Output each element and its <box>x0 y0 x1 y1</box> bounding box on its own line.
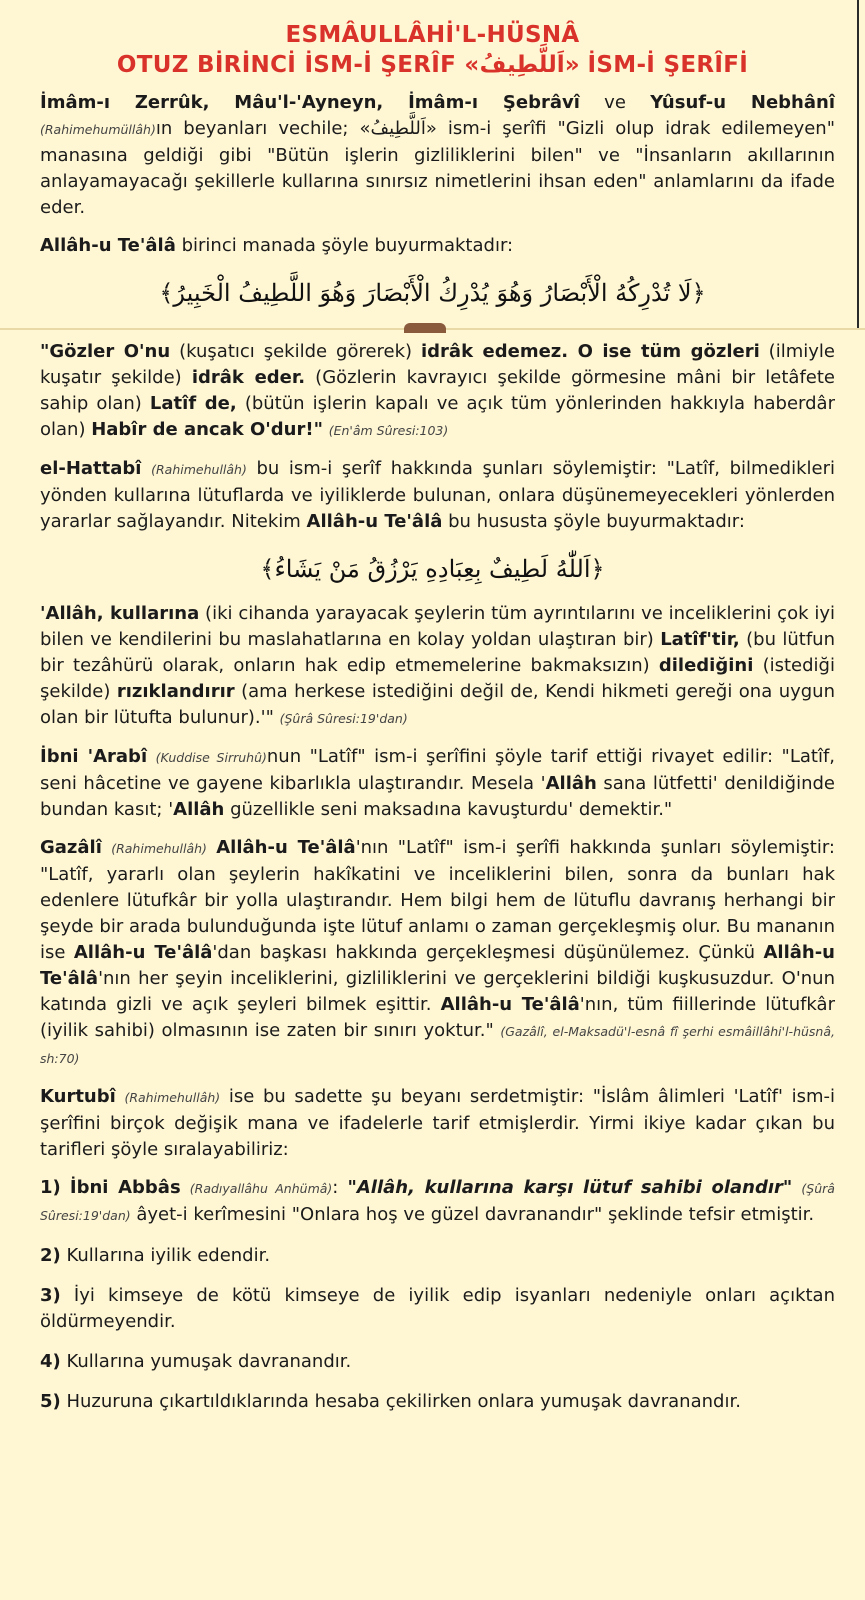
page-title: ESMÂULLÂHİ'L-HÜSNÂ <box>285 22 580 48</box>
list-item: 5) Huzuruna çıkartıldıklarında hesaba çekilirken onlara yumuşak davranandır. <box>40 1391 741 1412</box>
list-item: 3) İyi kimseye de kötü kimseye de iyilik edip isyanları nedeniyle onları açıktan öldürmeyendir. <box>40 1285 835 1332</box>
paragraph-ibni-arabi: İbni 'Arabî (Kuddise Sirruhû)nun "Latîf" ism-i şerîfini şöyle tarif ettiği rivayet edilir: "Latîf, seni hâcetine ve gayene kibarlıkla ulaştırandır. Mesela 'Allâh sana lütfetti' denildiğinde bundan kasıt; 'Allâh güzellikle seni maksadına kavuşturdu' demektir." <box>40 746 836 820</box>
paragraph-hattabi: el-Hattabî (Rahimehullâh) bu ism-i şerîf hakkında şunları söylemiştir: "Latîf, bilmedikleri yönden kullarına lütuflarda ve iyiliklerde bulunan, onlara düşünemeyecekleri yönlerden yararlar sağlayandır. Nitekim Allâh-u Te'âlâ bu hususta şöyle buyurmaktadır: <box>40 458 835 532</box>
list-item: 1) İbni Abbâs (Radıyallâhu Anhümâ): "Allâh, kullarına karşı lütuf sahibi olandır" (Şûrâ Sûresi:19'dan) âyet-i kerîmesini "Onlara hoş ve güzel davranandır" şeklinde tefsir etmiştir. <box>40 1177 835 1225</box>
ayah-verse-2: ﴿اَللّٰهُ لَطِيفٌ بِعِبَادِهِ يَرْزُقُ مَنْ يَشَاءُ﴾ <box>260 555 605 583</box>
verse-translation: "Gözler O'nu (kuşatıcı şekilde görerek) idrâk edemez. O ise tüm gözleri (ilmiyle kuşatır şekilde) idrâk eder. (Gözlerin kavrayıcı şekilde görmesine mâni bir letâfete sahip olan) Latîf de, (bütün işlerin kapalı ve açık tüm yönlerinden hakkıyla haberdâr olan) Habîr de ancak O'dur!" (En'âm Sûresi:103) <box>40 341 835 440</box>
intro-paragraph: İmâm-ı Zerrûk, Mâu'l-'Ayneyn, İmâm-ı Şebrâvî ve Yûsuf-u Nebhânî (Rahimehumüllâh)ın beyanları vechile; «اَللَّطِيفُ» ism-i şerîfi "Gizli olup idrak edilemeyen" manasına geldiği gibi "Bütün işlerin gizliliklerini bilen" ve "İnsanların akıllarının anlayamayacağı şekillerle kullarına sınırsız nimetlerini ihsan eden" anlamlarını da ifade eder. <box>40 92 835 218</box>
binder-clip <box>404 323 446 333</box>
scholar-names: İmâm-ı Zerrûk, Mâu'l-'Ayneyn, İmâm-ı Şebrâvî <box>40 92 580 113</box>
paragraph-gazali: Gazâlî (Rahimehullâh) Allâh-u Te'âlâ'nın "Latîf" ism-i şerîfi hakkında şunları söylemiştir: "Latîf, yararlı olan şeylerin hakîkatini ve inceliklerini bilen, sonra da bunları hak edenlere lütufkâr bir yolla ulaştırandır. Hem bilgi hem de lütuflu davranış herhangi bir şeyde bir arada bulunduğunda işte lütuf anlamı o zaman gerçekleşmiş olur. Bu mananın ise Allâh-u Te'âlâ'dan başkası hakkında gerçekleşmesi düşünülemez. Çünkü Allâh-u Te'âlâ'nın her şeyin inceliklerini, gizliliklerini ve gerçeklerini bildiği kuşkusuzdur. O'nun katında gizli ve açık şeyleri bilmek eşittir. Allâh-u Te'âlâ'nın, tüm fiillerinde lütufkâr (iyilik sahibi) olmasının ise zaten bir sınırı yoktur." (Gazâlî, el-Maksadü'l-esnâ fî şerhi esmâillâhi'l-hüsnâ, sh:70) <box>40 837 836 1066</box>
source-citation: (Gazâlî, el-Maksadü'l-esnâ fî şerhi esmâillâhi'l-hüsnâ, sh:70) <box>40 1024 835 1066</box>
scholar-name: Yûsuf-u Nebhânî <box>650 92 835 113</box>
ayah-verse: ﴿لَا تُدْرِكُهُ الْأَبْصَارُ وَهُوَ يُدْرِكُ الْأَبْصَارَ وَهُوَ اللَّطِيفُ الْخَبِيرُ﴾ <box>159 279 706 307</box>
paragraph-first-meaning: Allâh-u Te'âlâ birinci manada şöyle buyurmaktadır: <box>40 235 514 256</box>
honorific-note: (Rahimehumüllâh) <box>40 122 156 137</box>
paragraph-kurtubi: Kurtubî (Rahimehullâh) ise bu sadette şu beyanı serdetmiştir: "İslâm âlimleri 'Latîf' ism-i şerîfini birçok değişik mana ve ifadelerle tarif etmişlerdir. Yirmi ikiye kadar çıkan bu tarifleri şöyle sıralayabiliriz: <box>40 1086 835 1160</box>
page-edge-line <box>857 0 859 330</box>
list-item: 4) Kullarına yumuşak davranandır. <box>40 1351 352 1372</box>
list-item: 2) Kullarına iyilik edendir. <box>40 1245 271 1266</box>
page-subtitle: OTUZ BİRİNCİ İSM-İ ŞERÎF «اَللَّطِيفُ» İSM-İ ŞERÎFİ <box>116 52 749 78</box>
source-citation: (Şûrâ Sûresi:19'dan) <box>279 711 408 726</box>
definition-list <box>30 1175 835 1415</box>
section-divider <box>0 325 865 333</box>
source-citation: (En'âm Sûresi:103) <box>328 423 449 438</box>
verse-translation-2: 'Allâh, kullarına (iki cihanda yarayacak şeylerin tüm ayrıntılarını ve inceliklerini çok iyi bilen ve kendilerini bu maslahatlarına en kolay yoldan ulaştıran bir) Latîf'tir, (bu lütfun bir tezâhürü olarak, onların hak edip etmemelerine bakmaksızın) dilediğini (istediği şekilde) rızıklandırır (ama herkese istediğini değil de, Kendi hikmeti gereği ona uygun olan bir lütufta bulunur).'" (Şûrâ Sûresi:19'dan) <box>40 603 835 728</box>
